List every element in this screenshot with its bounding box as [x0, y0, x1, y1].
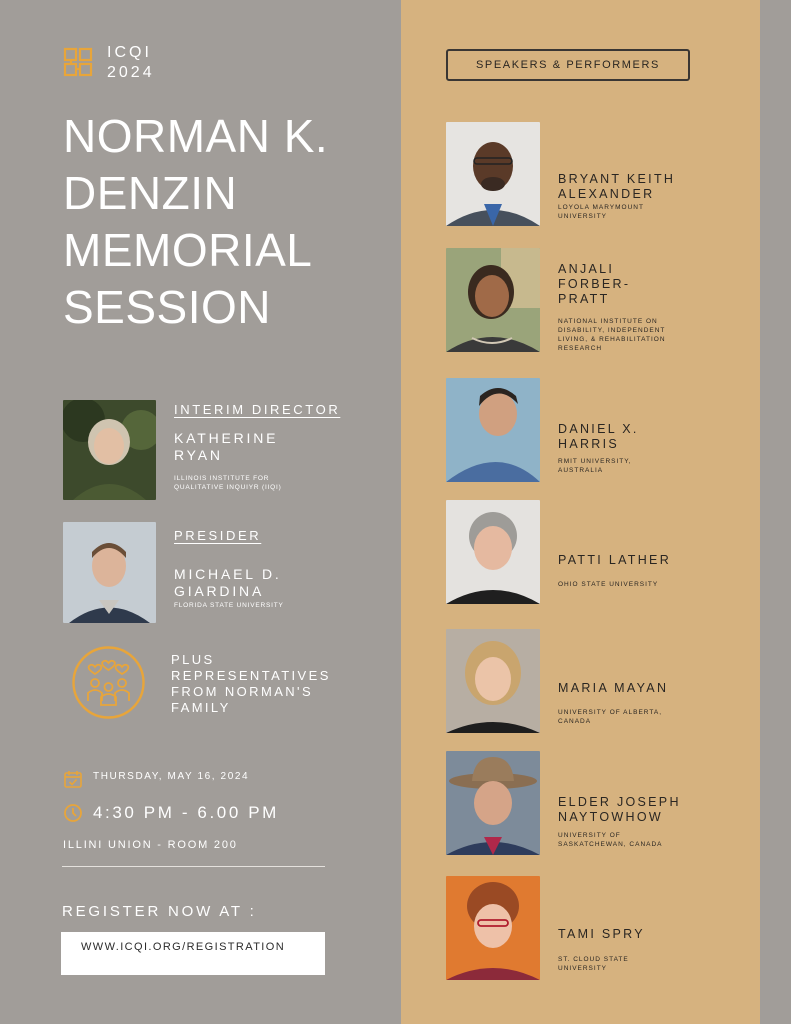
speaker-aff-line: CANADA — [558, 718, 592, 725]
speaker-name — [558, 422, 728, 452]
speaker-name-line: MARIA MAYAN — [558, 681, 669, 695]
presider-affiliation — [174, 601, 284, 610]
speaker-photo — [446, 629, 540, 733]
family-line4: FAMILY — [171, 700, 231, 715]
director-affiliation — [174, 474, 282, 492]
speaker-aff-line: OHIO STATE UNIVERSITY — [558, 581, 659, 588]
speaker-name-line: PRATT — [558, 292, 610, 306]
clock-icon — [63, 803, 83, 823]
speaker-name-line: FORBER- — [558, 277, 631, 291]
speaker-affiliation — [558, 708, 698, 726]
director-name-line2: RYAN — [174, 447, 223, 463]
speaker-photo — [446, 876, 540, 980]
speaker-aff-line: LIVING, & REHABILITATION — [558, 336, 666, 343]
speaker-aff-line: RMIT UNIVERSITY, — [558, 458, 632, 465]
director-name — [174, 430, 278, 464]
family-line2: REPRESENTATIVES — [171, 668, 331, 683]
speaker-affiliation — [558, 580, 698, 589]
director-aff-line1: ILLINOIS INSTITUTE FOR — [174, 475, 270, 482]
speaker-affiliation — [558, 203, 698, 221]
speaker-name — [558, 172, 728, 202]
speakers-header: SPEAKERS & PERFORMERS — [446, 49, 690, 81]
edge-strip — [760, 0, 791, 1024]
event-location: ILLINI UNION - ROOM 200 — [63, 839, 238, 851]
speaker-photo — [446, 378, 540, 482]
speaker-name — [558, 262, 728, 307]
director-role: INTERIM DIRECTOR — [174, 402, 341, 417]
director-aff-line2: QUALITATIVE INQUIYR (IIQI) — [174, 484, 282, 491]
speaker-name-line: PATTI LATHER — [558, 553, 672, 567]
title-line2: DENZIN — [63, 167, 238, 219]
speaker-name-line: ALEXANDER — [558, 187, 655, 201]
speaker-photo — [446, 500, 540, 604]
presider-name-line1: MICHAEL D. — [174, 566, 282, 582]
director-name-line1: KATHERINE — [174, 430, 279, 446]
speaker-aff-line: UNIVERSITY OF ALBERTA, — [558, 709, 662, 716]
speaker-name-line: NAYTOWHOW — [558, 810, 663, 824]
family-text — [171, 652, 371, 716]
speaker-aff-line: SASKATCHEWAN, CANADA — [558, 841, 663, 848]
event-time: 4:30 PM - 6.00 PM — [93, 803, 279, 822]
speaker-name-line: BRYANT KEITH — [558, 172, 676, 186]
icqi-logo-icon — [63, 47, 93, 77]
title-line4: SESSION — [63, 281, 272, 333]
speaker-affiliation — [558, 317, 698, 353]
speaker-aff-line: AUSTRALIA — [558, 467, 604, 474]
speaker-aff-line: ST. CLOUD STATE — [558, 956, 629, 963]
speaker-aff-line: DISABILITY, INDEPENDENT — [558, 327, 666, 334]
presider-name-line2: GIARDINA — [174, 583, 265, 599]
brand-line2: 2024 — [107, 64, 155, 81]
speaker-name-line: TAMI SPRY — [558, 927, 645, 941]
presider-aff-line1: FLORIDA STATE UNIVERSITY — [174, 602, 284, 609]
speaker-name — [558, 681, 728, 696]
event-date: THURSDAY, MAY 16, 2024 — [93, 771, 250, 782]
speaker-aff-line: LOYOLA MARYMOUNT — [558, 204, 644, 211]
presider-photo — [63, 522, 156, 623]
speaker-aff-line: UNIVERSITY — [558, 965, 608, 972]
speaker-name — [558, 795, 728, 825]
presider-name — [174, 566, 282, 600]
speaker-affiliation — [558, 457, 698, 475]
presider-role: PRESIDER — [174, 528, 262, 543]
speaker-affiliation — [558, 831, 698, 849]
page-title — [63, 108, 393, 336]
speaker-name-line: DANIEL X. — [558, 422, 639, 436]
speaker-aff-line: UNIVERSITY OF — [558, 832, 621, 839]
family-hearts-icon — [71, 645, 146, 720]
speaker-photo — [446, 122, 540, 226]
title-line1: NORMAN K. — [63, 110, 329, 162]
brand-line1: ICQI — [107, 44, 152, 61]
speaker-affiliation — [558, 955, 698, 973]
speaker-aff-line: UNIVERSITY — [558, 213, 608, 220]
speaker-aff-line: NATIONAL INSTITUTE ON — [558, 318, 658, 325]
speaker-photo — [446, 248, 540, 352]
speaker-name-line: ANJALI — [558, 262, 615, 276]
register-label: REGISTER NOW AT : — [62, 903, 257, 920]
speaker-aff-line: RESEARCH — [558, 345, 603, 352]
speaker-photo — [446, 751, 540, 855]
speaker-name — [558, 927, 728, 942]
registration-link[interactable] — [61, 932, 325, 975]
speaker-name-line: ELDER JOSEPH — [558, 795, 681, 809]
brand-text — [107, 43, 155, 83]
family-line3: FROM NORMAN'S — [171, 684, 314, 699]
calendar-icon — [63, 769, 83, 789]
title-line3: MEMORIAL — [63, 224, 313, 276]
speaker-name — [558, 553, 728, 568]
divider — [62, 866, 325, 867]
speaker-name-line: HARRIS — [558, 437, 620, 451]
family-line1: PLUS — [171, 652, 215, 667]
director-photo — [63, 400, 156, 500]
registration-url[interactable]: WWW.ICQI.ORG/REGISTRATION — [81, 941, 286, 953]
